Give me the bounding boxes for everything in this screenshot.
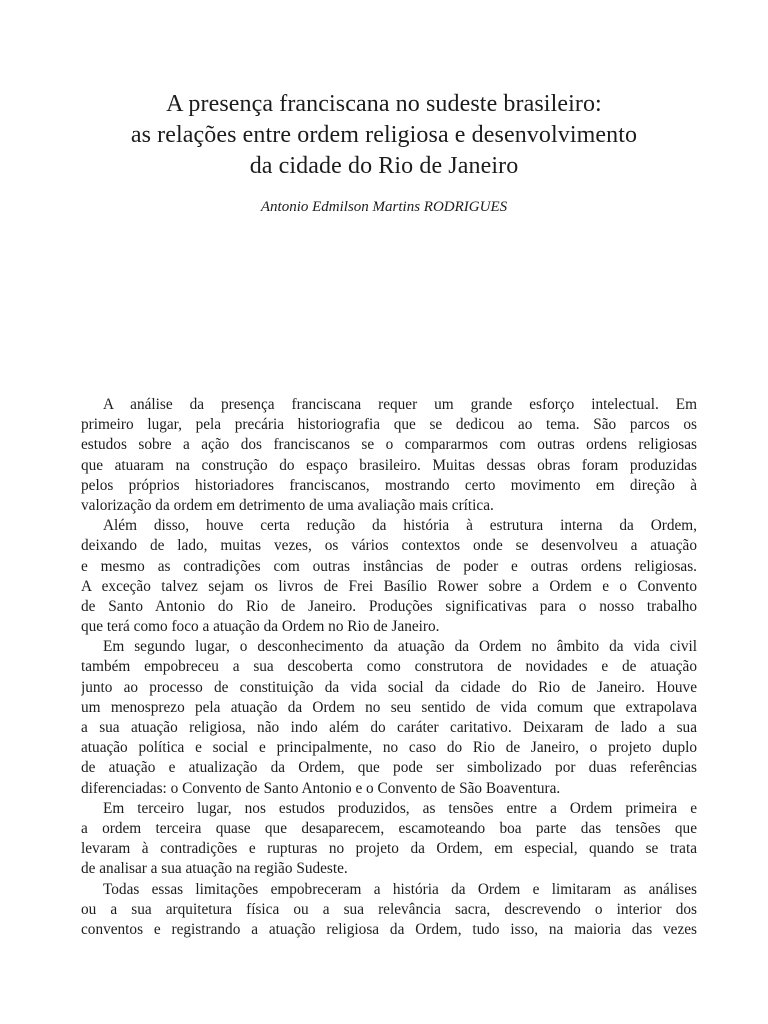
body-line: conventos e registrando a atuação religiosa da Ordem, tudo isso, na maioria das vezes [81, 920, 697, 938]
body-line: Além disso, houve certa redução da história à estrutura interna da Ordem, [103, 517, 697, 535]
body-line: estudos sobre a ação dos franciscanos se o compararmos com outras ordens religiosas [81, 436, 697, 454]
paragraph-3 [81, 637, 697, 799]
paragraph-1 [81, 395, 697, 516]
paragraph-4 [81, 799, 697, 880]
body-line: ou a sua arquitetura física ou a sua relevância sacra, descrevendo o interior dos [81, 900, 697, 918]
body-line: deixando de lado, muitas vezes, os vários contextos onde se desenvolveu a atuação [81, 537, 697, 555]
body-line: a ordem terceira quase que desaparecem, escamoteando boa parte das tensões que [81, 819, 697, 837]
body-line: Em segundo lugar, o desconhecimento da atuação da Ordem no âmbito da vida civil [103, 638, 697, 656]
body-line: Em terceiro lugar, nos estudos produzidos, as tensões entre a Ordem primeira e [103, 799, 697, 817]
body-line: também empobreceu a sua descoberta como construtora de novidades e de atuação [81, 658, 697, 676]
body-line: Todas essas limitações empobreceram a história da Ordem e limitaram as análises [103, 880, 697, 898]
title-line-1: A presença franciscana no sudeste brasileiro: [166, 91, 602, 117]
body-line: diferenciadas: o Convento de Santo Antonio e o Convento de São Boaventura. [81, 779, 561, 797]
body-line: levaram à contradições e rupturas no projeto da Ordem, em especial, quando se trata [81, 840, 697, 858]
body-line: e mesmo as contradições com outras instâncias de poder e outras ordens religiosas. [81, 557, 697, 575]
body-line: que terá como foco a atuação da Ordem no Rio de Janeiro. [81, 618, 440, 636]
body-line: de atuação e atualização da Ordem, que pode ser simbolizado por duas referências [81, 759, 697, 777]
article-title [0, 89, 768, 182]
body-line: junto ao processo de constituição da vida social da cidade do Rio de Janeiro. Houve [81, 678, 697, 696]
body-line: atuação política e social e principalmente, no caso do Rio de Janeiro, o projeto duplo [81, 739, 697, 757]
body-line: pelos próprios historiadores franciscanos, mostrando certo movimento em direção à [81, 476, 697, 494]
paragraph-2 [81, 516, 697, 637]
title-line-2: as relações entre ordem religiosa e desenvolvimento [130, 122, 638, 148]
article-body [81, 395, 697, 940]
body-line: a sua atuação religiosa, não indo além do caráter caritativo. Deixaram de lado a sua [81, 719, 697, 736]
paragraph-5 [81, 880, 697, 941]
body-line: A exceção talvez sejam os livros de Frei Basílio Rower sobre a Ordem e o Convento [81, 577, 697, 595]
body-line: um menosprezo pela atuação da Ordem no seu sentido de vida comum que extrapolava [81, 698, 697, 716]
body-line: de analisar a sua atuação na região Sudeste. [81, 860, 348, 878]
author-name: Antonio Edmilson Martins RODRIGUES [260, 199, 508, 215]
body-line: que atuaram na construção do espaço brasileiro. Muitas dessas obras foram produzidas [81, 456, 697, 474]
body-line: A análise da presença franciscana requer um grande esforço intelectual. Em [103, 396, 697, 413]
body-line: valorização da ordem em detrimento de uma avaliação mais crítica. [81, 496, 494, 514]
title-line-3: da cidade do Rio de Janeiro [249, 153, 519, 179]
body-line: de Santo Antonio do Rio de Janeiro. Produções significativas para o nosso trabalho [81, 597, 697, 615]
body-line: primeiro lugar, pela precária historiografia que se dedicou ao tema. São parcos os [81, 416, 697, 434]
